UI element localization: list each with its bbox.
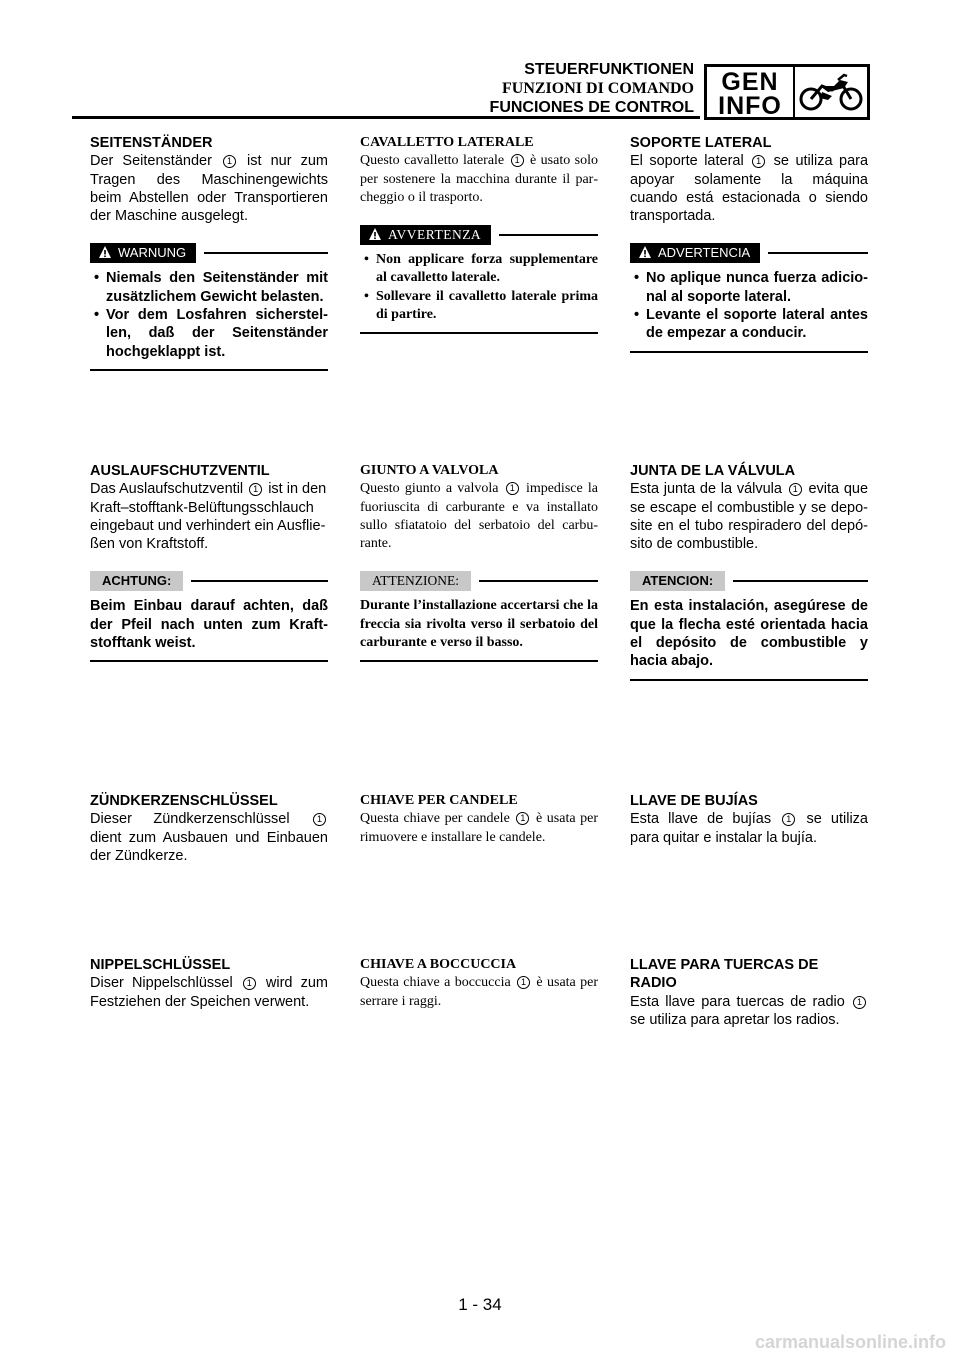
text-part: se utiliza para apretar los radios. [630,1011,840,1028]
warning-triangle-icon [98,245,112,259]
text-part: El soporte lateral [630,153,744,170]
warning-list [630,269,868,342]
warning-rule [768,252,868,254]
paragraph [360,152,598,207]
callout-1-icon: 1 [511,154,524,167]
heading: ZÜNDKERZENSCHLÜSSEL [90,793,278,809]
callout-1-icon: 1 [223,155,236,168]
paragraph [630,993,868,1030]
text-part: Esta junta de la válvula [630,481,782,498]
heading: SOPORTE LATERAL [630,135,772,151]
text-part: è usato solo per sostenere la macchina durante il parcheggio o il trasporto. [360,153,598,205]
heading: LLAVE PARA TUERCAS DE RADIO [630,957,819,992]
text-part: impedisce la fuoriuscita di carburante e va installato sullo sfiatatoio del serbatoio del carburante. [360,481,599,552]
paragraph [90,152,328,225]
paragraph [90,480,328,553]
warning-label [90,243,196,263]
heading: CHIAVE PER CANDELE [360,793,518,808]
text-part: è usata per rimuovere e installare le candele. [360,811,599,845]
callout-1-icon: 1 [782,813,795,826]
warning-rule [499,234,598,236]
text-part: Dieser Zündkerzenschlüssel [90,811,290,828]
paragraph [630,152,868,225]
section-side-stand-it [360,134,598,334]
heading: SEITENSTÄNDER [90,135,213,151]
end-rule [630,351,868,353]
text-part: ist nur zum Tragen des Maschinengewichts beim Abstellen oder Transportieren der Maschine ausgelegt. [90,153,328,225]
gen-info-badge [704,64,870,120]
warning-label-text: WARNUNG [118,245,187,261]
caution-bar [630,569,868,591]
heading: CHIAVE A BOCCUCCIA [360,957,517,972]
callout-1-icon: 1 [249,483,262,496]
caution-rule [479,580,598,582]
text-part: Der Seitenständer [90,153,212,170]
list-item: • Sollevare il cavalletto laterale prima di partire. [360,288,598,325]
heading: JUNTA DE LA VÁLVULA [630,463,796,479]
list-item: • Non applicare forza supplementare al cavalletto laterale. [360,251,598,288]
callout-1-icon: 1 [313,813,326,826]
paragraph [360,810,598,847]
heading: AUSLAUFSCHUTZVENTIL [90,463,270,479]
paragraph [630,810,868,847]
text-part: Esta llave para tuercas de radio [630,993,845,1010]
text-part: se utiliza para quitar e instalar la bujía. [630,811,868,846]
list-item: • Vor dem Losfahren sicherstellen, daß der Seitenständer hochgeklappt ist. [90,306,328,361]
section-side-stand-de [90,134,328,371]
caution-label: ATENCION: [630,571,725,591]
heading: NIPPELSCHLÜSSEL [90,957,231,973]
paragraph [360,480,598,553]
callout-1-icon: 1 [506,482,519,495]
text-part: è usata per serrare i raggi. [360,975,599,1009]
warning-list [360,251,598,324]
warning-rule [204,252,328,254]
text-part: evita que se escape el combustible y se deposite en el tubo respiradero del depósito de combustible. [630,481,869,553]
callout-1-icon: 1 [243,977,256,990]
text-part: Questo cavalletto laterale [360,153,505,169]
caution-rule [733,580,868,582]
motorcycle-icon [795,67,867,117]
text-part: dient zum Ausbauen und Einbauen der Zündkerze. [90,829,328,864]
caution-bar [90,569,328,591]
text-part: se utiliza para apoyar solamente la máquina cuando está estacionada o siendo transportada. [630,153,869,225]
section-nipple-wrench-de [90,956,328,1011]
section-side-stand-es [630,134,868,353]
end-rule [90,660,328,662]
list-item: • Levante el soporte lateral antes de empezar a conducir. [630,306,868,343]
callout-1-icon: 1 [853,996,866,1009]
section-valve-joint-de [90,462,328,662]
end-rule [360,660,598,662]
end-rule [360,332,598,334]
end-rule [90,369,328,371]
section-plug-wrench-de [90,792,328,865]
section-valve-joint-es [630,462,868,681]
caution-label: ATTENZIONE: [360,571,471,591]
header-rule [72,116,700,119]
header-title-es: FUNCIONES DE CONTROL [489,99,694,116]
heading: LLAVE DE BUJÍAS [630,793,758,809]
end-rule [630,679,868,681]
badge-line-2: INFO [718,92,782,120]
warning-triangle-icon [368,227,382,241]
callout-1-icon: 1 [516,812,529,825]
paragraph [90,974,328,1011]
callout-1-icon: 1 [517,976,530,989]
text-part: Questa chiave a boccuccia [360,975,511,991]
watermark: carmanualsonline.info [754,1332,946,1352]
warning-bar [90,241,328,263]
section-plug-wrench-es [630,792,868,847]
warning-label [630,243,760,263]
section-nipple-wrench-it [360,956,598,1011]
warning-triangle-icon [638,245,652,259]
text-part: Questa chiave per candele [360,811,510,827]
caution-text: En esta instalación, asegúrese de que la flecha esté orientada hacia el depósito de combustible y hacia abajo. [630,598,868,670]
text-part: Questo giunto a valvola [360,481,499,497]
warning-label-text: ADVERTENCIA [658,245,751,261]
badge-line-1: GEN [721,68,779,96]
text-part: Diser Nippelschlüssel [90,975,233,992]
paragraph [90,810,328,865]
section-valve-joint-it [360,462,598,662]
caution-label: ACHTUNG: [90,571,183,591]
text-part: wird zum Festziehen der Speichen verwent. [90,975,328,1010]
section-header [490,60,694,117]
caution-text: Durante l’installazione accertarsi che la freccia sia rivolta verso il serbatoio del carburante e verso il basso. [360,598,598,651]
header-title-it: FUNZIONI DI COMANDO [502,80,694,97]
paragraph [630,480,868,553]
warning-label [360,225,491,245]
paragraph [360,974,598,1011]
warning-label-text: AVVERTENZA [388,227,482,243]
page-number: 1 - 34 [458,1295,502,1314]
caution-bar [360,569,598,591]
warning-bar [630,241,868,263]
section-nipple-wrench-es [630,956,868,1029]
header-title-de: STEUERFUNKTIONEN [524,61,694,78]
callout-1-icon: 1 [789,483,802,496]
text-part: Esta llave de bujías [630,811,772,828]
list-item: • Niemals den Seitenständer mit zusätzlichem Gewicht belasten. [90,269,328,306]
caution-text: Beim Einbau darauf achten, daß der Pfeil nach unten zum Kraftstofftank weist. [90,598,328,652]
heading: GIUNTO A VALVOLA [360,463,499,478]
badge-text [707,67,795,120]
section-plug-wrench-it [360,792,598,847]
callout-1-icon: 1 [752,155,765,168]
list-item: • No aplique nunca fuerza adicional al soporte lateral. [630,269,868,306]
heading: CAVALLETTO LATERALE [360,135,534,150]
text-part: Das Auslaufschutzventil [90,481,244,498]
text-part: ist in den Kraft–stofftank-Belüftungsschlauch eingebaut und verhindert ein Ausfließen von Kraftstoff. [90,481,327,553]
warning-list [90,269,328,360]
caution-rule [191,580,328,582]
warning-bar [360,223,598,245]
